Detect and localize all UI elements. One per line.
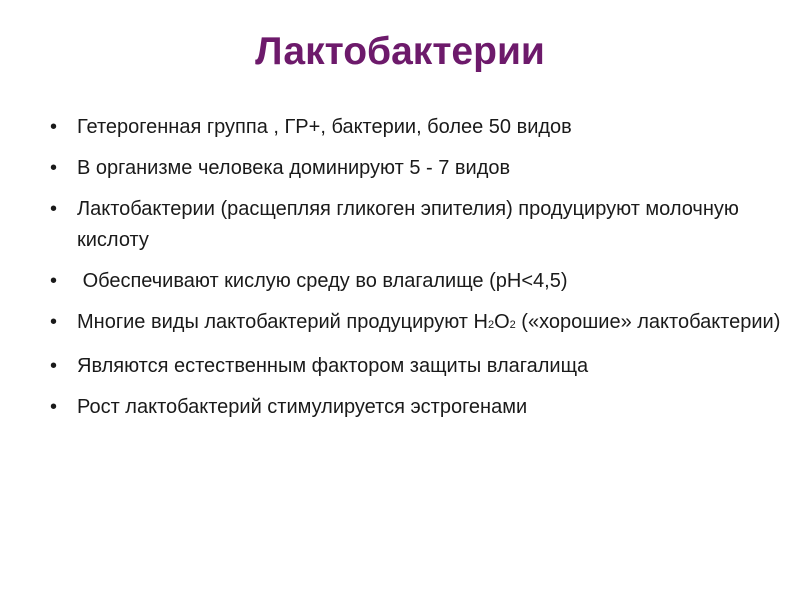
bullet-text: Являются естественным фактором защиты влагалища: [77, 355, 589, 377]
bullet-marker: •: [50, 198, 58, 220]
bullet-text: Рост лактобактерий стимулируется эстрогенами: [77, 396, 528, 418]
bullet-item: [50, 351, 785, 382]
bullet-item: [50, 266, 785, 297]
slide-title: Лактобактерии: [255, 30, 545, 73]
bullet-marker: •: [50, 311, 58, 333]
bullet-item: [50, 153, 785, 184]
bullet-text-part: Многие виды лактобактерий продуцируют H: [77, 311, 488, 333]
bullet-item: [50, 307, 785, 341]
bullet-marker: •: [50, 270, 58, 292]
bullet-item: [50, 194, 785, 256]
bullet-text: Лактобактерии (расщепляя гликоген эпителия) продуцируют молочную кислоту: [77, 198, 739, 251]
bullet-marker: •: [50, 396, 58, 418]
bullet-text-part: («хорошие» лактобактерии): [515, 311, 781, 333]
bullet-list: [50, 112, 785, 433]
bullet-text: [77, 311, 780, 333]
bullet-item: [50, 112, 785, 143]
bullet-item: [50, 392, 785, 423]
bullet-text: В организме человека доминируют 5 - 7 видов: [77, 157, 511, 179]
bullet-marker: •: [50, 355, 58, 377]
bullet-marker: •: [50, 116, 58, 138]
bullet-marker: •: [50, 157, 58, 179]
bullet-text: Обеспечивают кислую среду во влагалище (pH<4,5): [77, 270, 568, 292]
subscript-2: 2: [509, 319, 516, 331]
bullet-text: Гетерогенная группа , ГР+, бактерии, более 50 видов: [77, 116, 572, 138]
subscript-2: 2: [487, 319, 495, 331]
bullet-text-part: O: [494, 311, 510, 333]
